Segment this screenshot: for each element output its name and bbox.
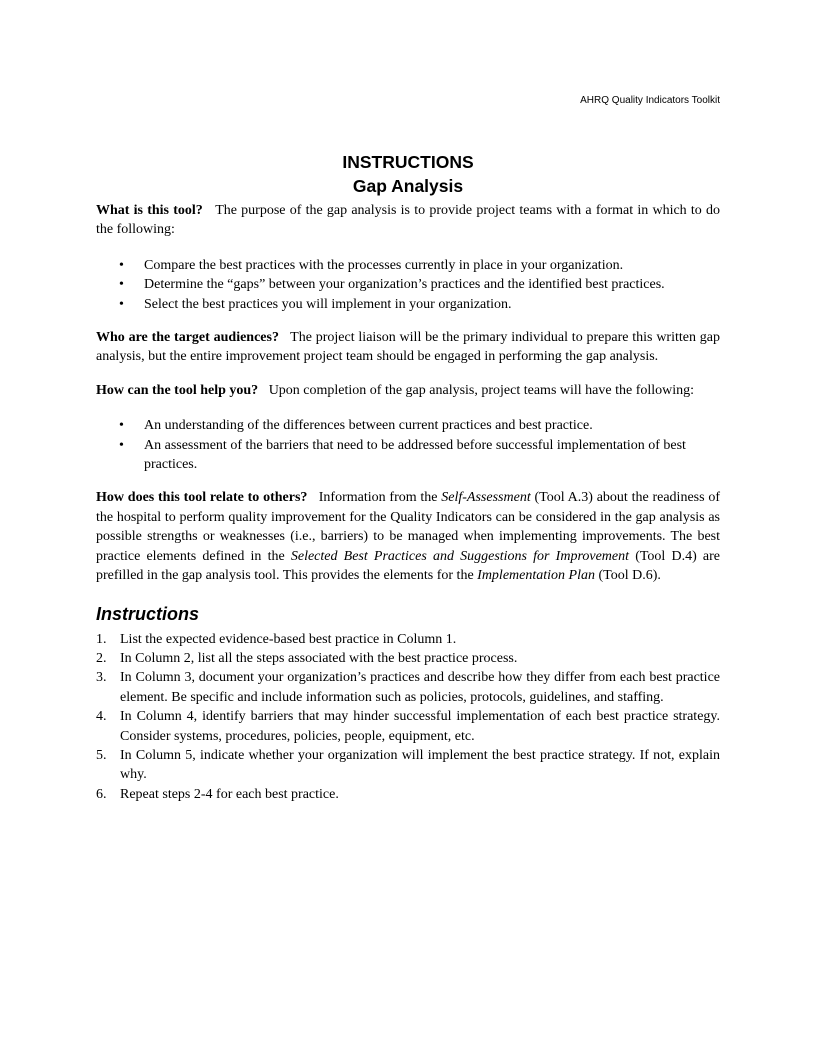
bullet-icon: • (119, 296, 124, 312)
text-how: Upon completion of the gap analysis, project teams will have the following: (268, 382, 695, 398)
instruction-steps-list (96, 630, 720, 805)
page-header-toolkit-name: AHRQ Quality Indicators Toolkit (580, 95, 720, 106)
bullet-text: Compare the best practices with the processes currently in place in your organization. (144, 257, 624, 273)
bullet-icon: • (119, 437, 124, 453)
tool-ref-selected-best-practices: Selected Best Practices and Suggestions for Improvement (290, 548, 630, 564)
list-item (96, 707, 720, 746)
paragraph-relate (96, 488, 720, 585)
list-item (96, 416, 720, 435)
lead-in-what: What is this tool? (96, 203, 203, 218)
document-body (96, 201, 720, 804)
relate-text-1: Information from the (318, 490, 438, 506)
lead-in-who: Who are the target audiences? (96, 330, 279, 346)
bullet-text: An understanding of the differences between current practices and best practice. (144, 418, 593, 434)
list-item (96, 649, 720, 668)
list-item (96, 436, 720, 475)
document-title (0, 150, 816, 198)
step-number: 3. (96, 670, 107, 686)
bullet-list-how (96, 416, 720, 474)
bullet-icon: • (119, 277, 124, 293)
section-relate-to-others (96, 488, 720, 585)
lead-in-how: How can the tool help you? (96, 382, 259, 398)
step-text: In Column 3, document your organization’s practices and describe how they differ from each best practice element. Be specific and include information such as policies, protocols, guidelines, and staffing. (120, 670, 720, 705)
relate-text-4: (Tool D.6). (598, 568, 661, 584)
section-how-can-tool-help (96, 381, 720, 400)
step-number: 6. (96, 786, 107, 802)
bullet-text: An assessment of the barriers that need to be addressed before successful implementation of best practices. (144, 437, 686, 473)
list-item (96, 668, 720, 707)
relate-text-3: (Tool D.4) are prefilled in the gap analysis tool. This provides the elements for the (96, 548, 721, 584)
list-item (96, 630, 720, 649)
list-item (96, 256, 720, 275)
list-item (96, 746, 720, 785)
step-number: 5. (96, 747, 107, 763)
bullet-icon: • (119, 257, 124, 273)
bullet-text: Determine the “gaps” between your organization’s practices and the identified best practices. (144, 277, 665, 293)
list-item (96, 785, 720, 804)
step-text: Repeat steps 2-4 for each best practice. (120, 786, 339, 802)
paragraph-what (96, 201, 720, 240)
text-what: The purpose of the gap analysis is to provide project teams with a format in which to do the following: (96, 203, 720, 238)
tool-ref-self-assessment: Self-Assessment (441, 490, 531, 506)
step-text: In Column 2, list all the steps associated with the best practice process. (120, 650, 518, 666)
bullet-text: Select the best practices you will implement in your organization. (144, 296, 512, 312)
paragraph-who (96, 328, 720, 367)
paragraph-how (96, 381, 720, 400)
step-text: List the expected evidence-based best practice in Column 1. (120, 631, 457, 647)
section-target-audiences (96, 328, 720, 367)
step-text: In Column 4, identify barriers that may hinder successful implementation of each best practice strategy. Consider systems, procedures, policies, people, equipment, etc. (120, 709, 720, 744)
title-instructions: INSTRUCTIONS (342, 152, 474, 172)
lead-in-relate: How does this tool relate to others? (96, 490, 308, 506)
step-number: 4. (96, 709, 107, 725)
list-item (96, 275, 720, 294)
section-what-is-this-tool (96, 201, 720, 240)
step-text: In Column 5, indicate whether your organization will implement the best practice strategy. If not, explain why. (120, 747, 720, 783)
bullet-icon: • (119, 418, 124, 434)
instructions-heading: Instructions (96, 603, 200, 624)
list-item (96, 295, 720, 314)
title-gap-analysis: Gap Analysis (352, 176, 464, 196)
step-number: 2. (96, 650, 107, 666)
tool-ref-implementation-plan: Implementation Plan (477, 568, 595, 584)
relate-text-2: (Tool A.3) about the readiness of the hospital to perform quality improvement for the Quality Indicators can be considered in the gap analysis as possible strengths or weaknesses (i.e., barriers) to be managed when implementing improvements. The best practice elements defined in the (96, 490, 720, 564)
text-who: The project liaison will be the primary individual to prepare this written gap analysis, but the entire improvement project team should be engaged in performing the gap analysis. (96, 330, 721, 365)
step-number: 1. (96, 631, 107, 647)
bullet-list-what (96, 256, 720, 314)
